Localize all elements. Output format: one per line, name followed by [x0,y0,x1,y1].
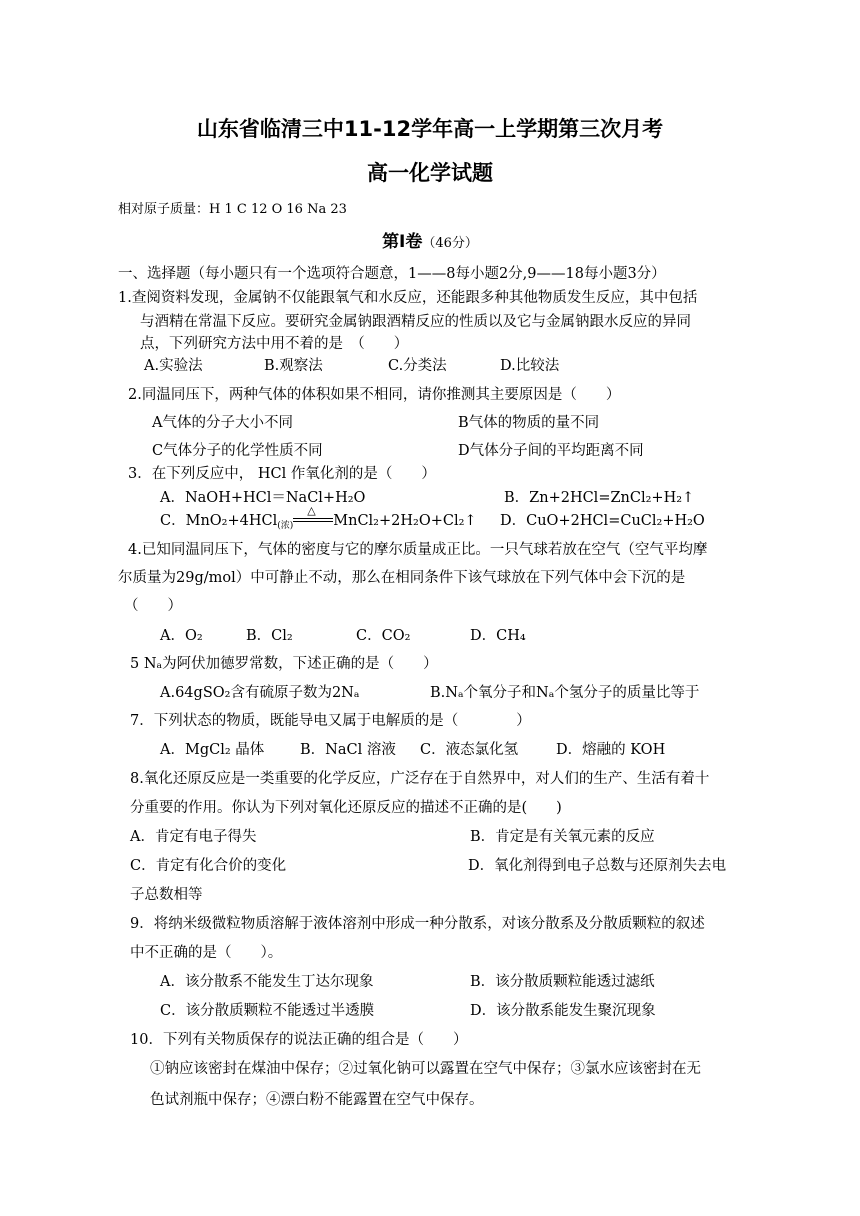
q1-option-b: B.观察法 [264,358,323,374]
exam-subtitle: 高一化学试题 [367,161,493,185]
q4-line-1: 4.已知同温同压下，气体的密度与它的摩尔质量成正比。一只气球若放在空气（空气平均摩 [128,542,708,558]
q2-option-a: A气体的分子大小不同 [152,415,293,431]
heat-condition-icon [293,504,333,527]
q3-option-c-conc: (浓) [277,521,294,531]
exam-title: 山东省临清三中11-12学年高一上学期第三次月考 [196,117,664,141]
q3-option-c-reactants: C．MnO₂+4HCl [160,513,278,529]
q4-option-c: C．CO₂ [356,628,411,644]
q5-option-a: A.64gSO₂含有硫原子数为2Nₐ [160,685,360,701]
atomic-mass-line: 相对原子质量：H 1 C 12 O 16 Na 23 [118,202,347,217]
q10-statement-line-1: ①钠应该密封在煤油中保存；②过氧化钠可以露置在空气中保存；③氯水应该密封在无 [150,1061,701,1077]
instructions: 一、选择题（每小题只有一个选项符合题意，1——8每小题2分,9——18每小题3分） [118,266,666,282]
q8-option-c: C．肯定有化合价的变化 [130,858,287,874]
q1-line-3: 点，下列研究方法中用不着的是 （ ） [140,336,409,352]
q8-option-d-line-2: 子总数相等 [130,887,203,903]
q8-option-b: B．肯定是有关氧元素的反应 [470,829,655,845]
q7-option-c: C．液态氯化氢 [420,742,519,758]
section-score: （46分） [422,236,478,251]
q3-stem: 3．在下列反应中， HCl 作氧化剂的是（ ） [128,466,436,482]
q2-option-c: C气体分子的化学性质不同 [152,443,323,459]
q5-option-b: B.Nₐ个氧分子和Nₐ个氢分子的质量比等于 [430,685,700,701]
q7-option-a: A．MgCl₂ 晶体 [160,742,265,758]
q7-stem: 7．下列状态的物质，既能导电又属于电解质的是（ ） [130,713,531,729]
q5-stem: 5 Nₐ为阿伏加德罗常数，下述正确的是（ ） [130,656,438,672]
q7-option-b: B．NaCl 溶液 [300,742,396,758]
q8-line-2: 分重要的作用。你认为下列对氧化还原反应的描述不正确的是( ) [130,800,562,816]
q4-option-a: A．O₂ [160,628,203,644]
q7-option-d: D．熔融的 KOH [556,742,666,758]
q1-option-d: D.比较法 [500,358,560,374]
q4-option-d: D．CH₄ [470,628,526,644]
q10-stem: 10．下列有关物质保存的说法正确的组合是（ ） [130,1032,468,1048]
q8-option-a: A．肯定有电子得失 [130,829,257,845]
q4-line-2: 尔质量为29g/mol）中可静止不动，那么在相同条件下该气球放在下列气体中会下沉的是 [118,570,686,586]
q3-option-c-products: MnCl₂+2H₂O+Cl₂↑ [333,513,477,529]
q2-option-b: B气体的物质的量不同 [458,415,600,431]
q1-option-a: A.实验法 [144,358,203,374]
q3-option-c [160,504,477,531]
q3-option-b: B．Zn+2HCl=ZnCl₂+H₂↑ [504,490,695,506]
q1-option-c: C.分类法 [388,358,447,374]
heat-symbol: △ [307,504,316,517]
q3-option-a: A．NaOH+HCl＝NaCl+H₂O [160,490,366,506]
q4-line-3: （ ） [124,598,182,614]
q9-line-1: 9．将纳米级微粒物质溶解于液体溶剂中形成一种分散系，对该分散系及分散质颗粒的叙述 [130,916,705,932]
q4-option-b: B．Cl₂ [246,628,293,644]
q9-option-d: D．该分散系能发生聚沉现象 [470,1003,656,1019]
q1-line-2: 与酒精在常温下反应。要研究金属钠跟酒精反应的性质以及它与金属钠跟水反应的异同 [140,314,691,330]
q2-stem: 2.同温同压下，两种气体的体积如果不相同，请你推测其主要原因是（ ） [128,387,621,403]
q3-option-d: D．CuO+2HCl=CuCl₂+H₂O [500,513,705,529]
q10-statement-line-2: 色试剂瓶中保存；④漂白粉不能露置在空气中保存。 [150,1092,484,1108]
q2-option-d: D气体分子间的平均距离不同 [458,443,644,459]
q9-line-2: 中不正确的是（ ）。 [130,945,283,961]
q9-option-c: C．该分散质颗粒不能透过半透膜 [160,1003,375,1019]
section-label: 第Ⅰ卷 [382,232,423,252]
q9-option-b: B．该分散质颗粒能透过滤纸 [470,974,655,990]
section-heading [0,230,860,256]
q9-option-a: A．该分散系不能发生丁达尔现象 [160,974,374,990]
q1-line-1: 1.查阅资料发现，金属钠不仅能跟氧气和水反应，还能跟多种其他物质发生反应，其中包括 [118,290,698,306]
q8-option-d-line-1: D．氧化剂得到电子总数与还原剂失去电 [468,858,727,874]
q8-line-1: 8.氧化还原反应是一类重要的化学反应，广泛存在于自然界中，对人们的生产、生活有着十 [130,771,710,787]
